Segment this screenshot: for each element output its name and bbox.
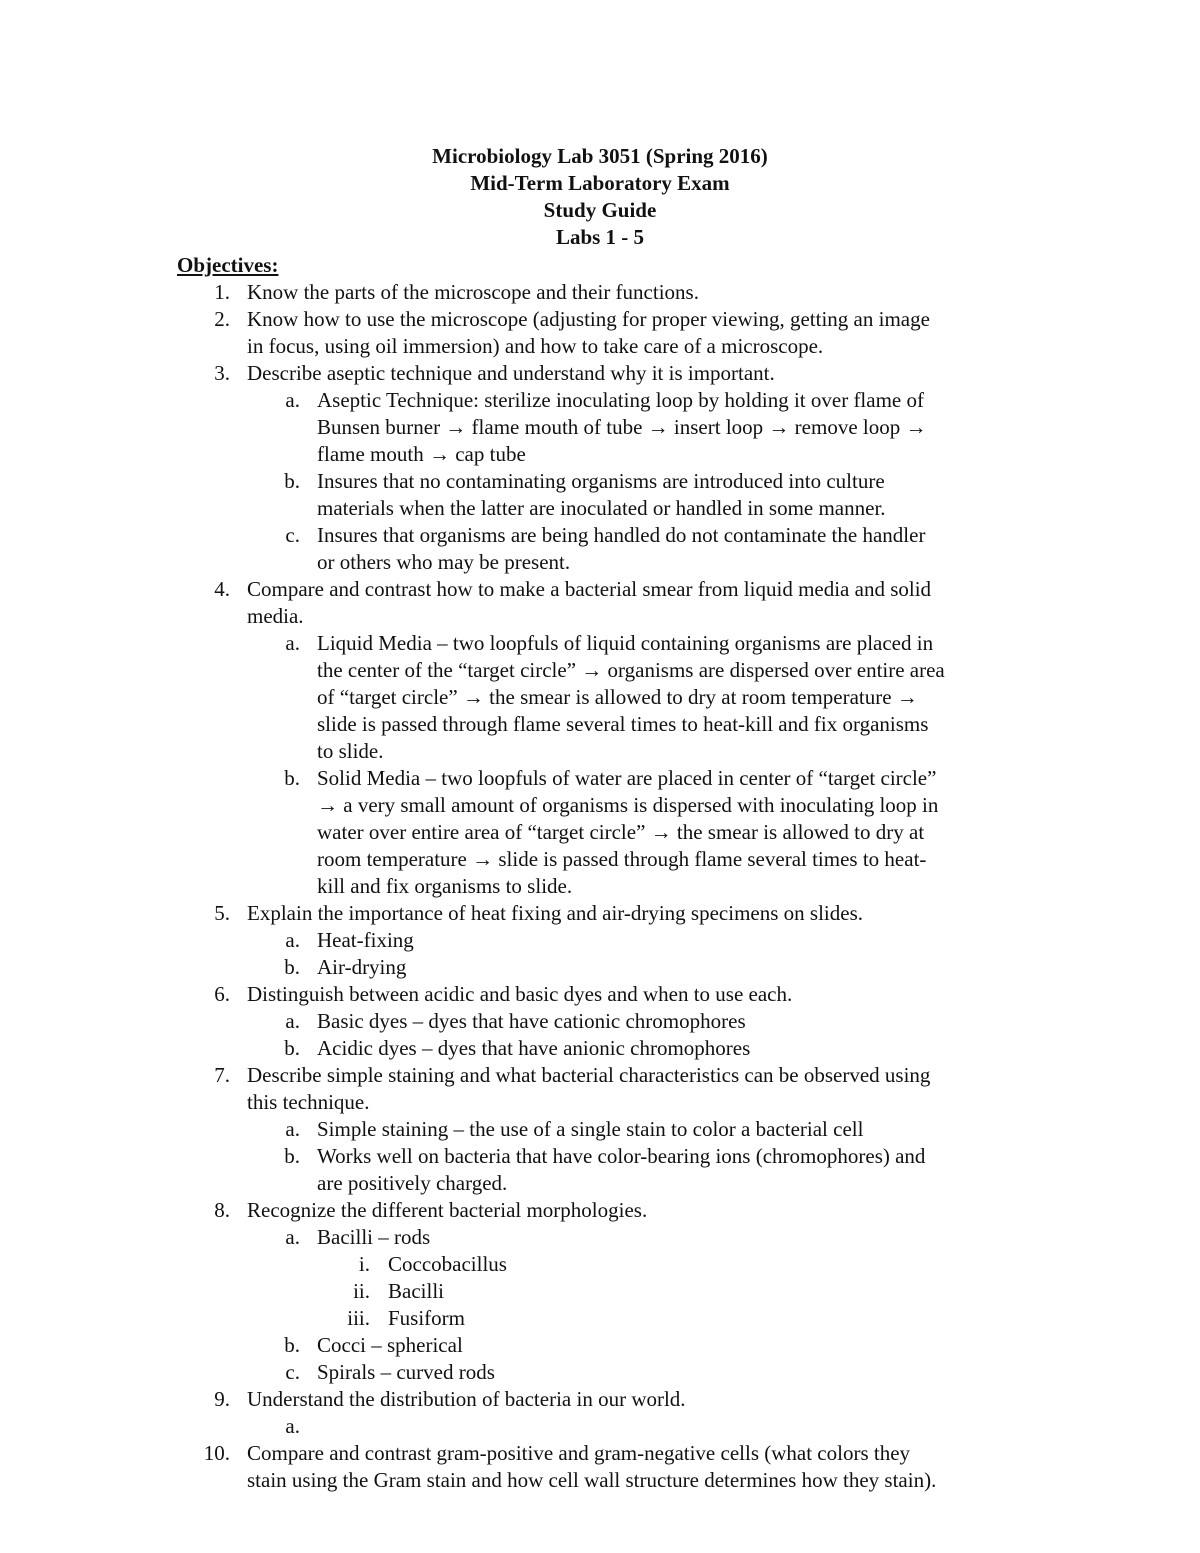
sub-item-marker: b. xyxy=(284,1144,300,1168)
objective-text: Know how to use the microscope (adjusting for proper viewing, getting an image xyxy=(247,307,930,331)
sub-item-text: Acidic dyes – dyes that have anionic chromophores xyxy=(317,1036,751,1060)
sub-item-text: → a very small amount of organisms is dispersed with inoculating loop in xyxy=(317,793,939,817)
objective-marker: 10. xyxy=(203,1441,230,1465)
sub-sub-item-text: Bacilli xyxy=(388,1279,444,1303)
sub-item-text: room temperature → slide is passed through flame several times to heat- xyxy=(317,847,927,871)
exam-title: Mid-Term Laboratory Exam xyxy=(470,171,730,195)
sub-item-text: to slide. xyxy=(317,739,384,763)
objective-marker: 6. xyxy=(214,982,230,1006)
sub-item-marker: a. xyxy=(285,928,300,952)
sub-item-text: Heat-fixing xyxy=(317,928,414,952)
objective-marker: 1. xyxy=(214,280,230,304)
sub-item-marker: b. xyxy=(284,955,300,979)
objective-text: Compare and contrast gram-positive and gram-negative cells (what colors they xyxy=(247,1441,911,1465)
sub-item-text: of “target circle” → the smear is allowed to dry at room temperature → xyxy=(317,685,918,709)
sub-item-text: Liquid Media – two loopfuls of liquid containing organisms are placed in xyxy=(317,631,934,655)
objective-marker: 8. xyxy=(214,1198,230,1222)
sub-item-marker: a. xyxy=(285,1414,300,1438)
sub-item-marker: b. xyxy=(284,1036,300,1060)
sub-item-text: or others who may be present. xyxy=(317,550,571,574)
sub-item-text: slide is passed through flame several times to heat-kill and fix organisms xyxy=(317,712,929,736)
course-title: Microbiology Lab 3051 (Spring 2016) xyxy=(432,144,768,168)
sub-item-text: kill and fix organisms to slide. xyxy=(317,874,573,898)
objective-text: Recognize the different bacterial morphologies. xyxy=(247,1198,648,1222)
objective-marker: 2. xyxy=(214,307,230,331)
objective-text: stain using the Gram stain and how cell wall structure determines how they stain). xyxy=(247,1468,937,1492)
sub-item-text: Air-drying xyxy=(317,955,407,979)
objective-text: Compare and contrast how to make a bacterial smear from liquid media and solid xyxy=(247,577,932,601)
sub-item-text: Simple staining – the use of a single stain to color a bacterial cell xyxy=(317,1117,864,1141)
sub-item-text: Bacilli – rods xyxy=(317,1225,431,1249)
sub-item-text: Works well on bacteria that have color-bearing ions (chromophores) and xyxy=(317,1144,926,1168)
objective-marker: 5. xyxy=(214,901,230,925)
sub-item-text: Solid Media – two loopfuls of water are placed in center of “target circle” xyxy=(317,766,937,790)
sub-item-text: Spirals – curved rods xyxy=(317,1360,495,1384)
sub-sub-item-marker: iii. xyxy=(347,1306,370,1330)
sub-sub-item-text: Fusiform xyxy=(388,1306,466,1330)
sub-item-text: Insures that organisms are being handled do not contaminate the handler xyxy=(317,523,926,547)
sub-sub-item-marker: i. xyxy=(358,1252,370,1276)
sub-item-text: the center of the “target circle” → organisms are dispersed over entire area xyxy=(317,658,945,682)
sub-item-text: water over entire area of “target circle” → the smear is allowed to dry at xyxy=(317,820,925,844)
sub-item-text: Cocci – spherical xyxy=(317,1333,463,1357)
sub-item-marker: a. xyxy=(285,388,300,412)
sub-sub-item-text: Coccobacillus xyxy=(388,1252,507,1276)
objective-text: Describe simple staining and what bacterial characteristics can be observed using xyxy=(247,1063,931,1087)
sub-item-marker: b. xyxy=(284,766,300,790)
sub-item-marker: c. xyxy=(285,523,300,547)
objective-text: Explain the importance of heat fixing and air-drying specimens on slides. xyxy=(247,901,863,925)
sub-item-marker: c. xyxy=(285,1360,300,1384)
sub-item-text: are positively charged. xyxy=(317,1171,508,1195)
sub-item-text: Insures that no contaminating organisms are introduced into culture xyxy=(317,469,885,493)
sub-item-marker: a. xyxy=(285,1225,300,1249)
objective-text: this technique. xyxy=(247,1090,370,1114)
objective-marker: 7. xyxy=(214,1063,230,1087)
objective-text: media. xyxy=(247,604,304,628)
objective-marker: 9. xyxy=(214,1387,230,1411)
sub-item-text: flame mouth → cap tube xyxy=(317,442,526,466)
sub-item-text: Aseptic Technique: sterilize inoculating loop by holding it over flame of xyxy=(317,388,924,412)
sub-item-text: Basic dyes – dyes that have cationic chromophores xyxy=(317,1009,746,1033)
sub-item-text: materials when the latter are inoculated or handled in some manner. xyxy=(317,496,886,520)
guide-title: Study Guide xyxy=(543,198,657,222)
sub-item-marker: a. xyxy=(285,1117,300,1141)
objective-text: Know the parts of the microscope and their functions. xyxy=(247,280,699,304)
objective-marker: 3. xyxy=(214,361,230,385)
objective-text: Describe aseptic technique and understand why it is important. xyxy=(247,361,775,385)
objective-marker: 4. xyxy=(214,577,230,601)
sub-sub-item-marker: ii. xyxy=(353,1279,370,1303)
sub-item-marker: a. xyxy=(285,631,300,655)
objective-text: Distinguish between acidic and basic dyes and when to use each. xyxy=(247,982,793,1006)
objective-text: Understand the distribution of bacteria in our world. xyxy=(247,1387,686,1411)
sub-item-marker: a. xyxy=(285,1009,300,1033)
sub-item-marker: b. xyxy=(284,1333,300,1357)
labs-title: Labs 1 - 5 xyxy=(555,225,645,249)
sub-item-marker: b. xyxy=(284,469,300,493)
sub-item-text: Bunsen burner → flame mouth of tube → insert loop → remove loop → xyxy=(317,415,927,439)
objectives-heading: Objectives: xyxy=(177,253,279,277)
objective-text: in focus, using oil immersion) and how to take care of a microscope. xyxy=(247,334,824,358)
title-block xyxy=(0,143,1200,251)
